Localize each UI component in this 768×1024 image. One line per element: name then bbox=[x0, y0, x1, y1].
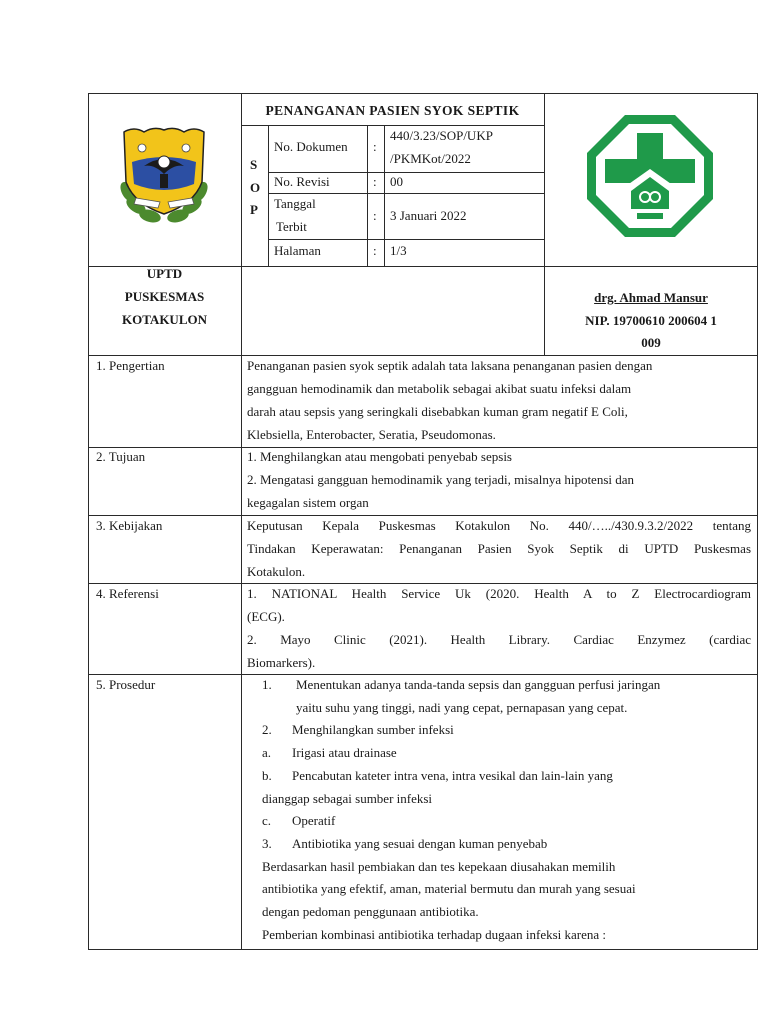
signer-nip-line1: NIP. 19700610 200604 1 bbox=[585, 313, 717, 328]
field-value-no-revisi: 00 bbox=[390, 174, 403, 189]
prosedur-item-text: Menghilangkan sumber infeksi bbox=[292, 722, 454, 737]
prosedur-paragraph-line: Berdasarkan hasil pembiakan dan tes kepekaan diusahakan memilih bbox=[262, 859, 616, 874]
field-sep: : bbox=[373, 139, 377, 154]
field-sep: : bbox=[373, 208, 377, 223]
prosedur-item-text: Irigasi atau drainase bbox=[292, 745, 397, 760]
kebijakan-line: Tindakan Keperawatan: Penanganan Pasien Syok Septik di UPTD Puskesmas bbox=[247, 541, 751, 556]
field-label-no-dokumen: No. Dokumen bbox=[274, 139, 348, 154]
prosedur-item-text: yaitu suhu yang tinggi, nadi yang cepat, pernapasan yang cepat. bbox=[296, 700, 628, 715]
prosedur-item-num: 2. bbox=[262, 722, 272, 737]
tujuan-line: 1. Menghilangkan atau mengobati penyebab sepsis bbox=[247, 449, 512, 464]
org-name-line2: PUSKESMAS bbox=[124, 289, 205, 304]
field-label-halaman: Halaman bbox=[274, 243, 321, 258]
section-label-kebijakan: 3. Kebijakan bbox=[96, 518, 163, 533]
tujuan-line: 2. Mengatasi gangguan hemodinamik yang terjadi, misalnya hipotensi dan bbox=[247, 472, 635, 487]
field-label-no-revisi: No. Revisi bbox=[274, 174, 330, 189]
pengertian-line: Penanganan pasien syok septik adalah tata laksana penanganan pasien dengan bbox=[247, 358, 653, 373]
section-label-prosedur: 5. Prosedur bbox=[96, 677, 156, 692]
prosedur-item-text: Pencabutan kateter intra vena, intra vesikal dan lain-lain yang bbox=[292, 768, 613, 783]
prosedur-paragraph-line: antibiotika yang efektif, aman, material bermutu dan murah yang sesuai bbox=[262, 881, 636, 896]
referensi-line: Biomarkers). bbox=[247, 655, 316, 670]
prosedur-paragraph-line: Pemberian kombinasi antibiotika terhadap dugaan infeksi karena : bbox=[262, 927, 607, 942]
field-sep: : bbox=[373, 174, 377, 189]
regional-emblem bbox=[114, 122, 214, 230]
kebijakan-line: Keputusan Kepala Puskesmas Kotakulon No. 440/…../430.9.3.2/2022 tentang bbox=[247, 518, 751, 533]
field-sep: : bbox=[373, 243, 377, 258]
tujuan-line: kegagalan sistem organ bbox=[247, 495, 369, 510]
section-label-tujuan: 2. Tujuan bbox=[96, 449, 146, 464]
signer-nip-line2: 009 bbox=[641, 335, 661, 350]
signer-name: drg. Ahmad Mansur bbox=[594, 290, 708, 305]
sop-letter-o: O bbox=[250, 180, 261, 195]
prosedur-item-text: dianggap sebagai sumber infeksi bbox=[262, 791, 433, 806]
prosedur-paragraph-line: dengan pedoman penggunaan antibiotika. bbox=[262, 904, 479, 919]
prosedur-item-text: Operatif bbox=[292, 813, 336, 828]
field-value-no-dokumen-line1: 440/3.23/SOP/UKP bbox=[390, 128, 493, 143]
prosedur-item-text: Antibiotika yang sesuai dengan kuman penyebab bbox=[292, 836, 548, 851]
field-value-no-dokumen-line2: /PKMKot/2022 bbox=[390, 151, 471, 166]
prosedur-item-num: a. bbox=[262, 745, 272, 760]
org-name-line1: UPTD bbox=[146, 266, 183, 281]
field-label-tanggal-line1: Tanggal bbox=[274, 196, 316, 211]
field-value-halaman: 1/3 bbox=[390, 243, 407, 258]
puskesmas-logo bbox=[585, 113, 715, 239]
field-value-tanggal-terbit: 3 Januari 2022 bbox=[390, 208, 467, 223]
prosedur-item-num: 1. bbox=[262, 677, 272, 692]
prosedur-item-num: b. bbox=[262, 768, 272, 783]
referensi-line: 2. Mayo Clinic (2021). Health Library. Cardiac Enzymez (cardiac bbox=[247, 632, 751, 647]
referensi-line: 1. NATIONAL Health Service Uk (2020. Health A to Z Electrocardiogram bbox=[247, 586, 751, 601]
pengertian-line: Klebsiella, Enterobacter, Seratia, Pseudomonas. bbox=[247, 427, 496, 442]
section-label-referensi: 4. Referensi bbox=[96, 586, 159, 601]
prosedur-item-num: c. bbox=[262, 813, 272, 828]
pengertian-line: gangguan hemodinamik dan metabolik sebagai akibat suatu infeksi dalam bbox=[247, 381, 632, 396]
document-title: PENANGANAN PASIEN SYOK SEPTIK bbox=[265, 103, 520, 118]
prosedur-item-text: Menentukan adanya tanda-tanda sepsis dan gangguan perfusi jaringan bbox=[296, 677, 661, 692]
referensi-line: (ECG). bbox=[247, 609, 285, 624]
prosedur-item-num: 3. bbox=[262, 836, 272, 851]
sop-letter-p: P bbox=[250, 202, 258, 217]
pengertian-line: darah atau sepsis yang seringkali disebabkan kuman gram negatif E Coli, bbox=[247, 404, 628, 419]
kebijakan-line: Kotakulon. bbox=[247, 564, 306, 579]
field-label-tanggal-line2: Terbit bbox=[276, 219, 307, 234]
sop-letter-s: S bbox=[250, 157, 258, 172]
org-name-line3: KOTAKULON bbox=[122, 312, 207, 327]
section-label-pengertian: 1. Pengertian bbox=[96, 358, 165, 373]
